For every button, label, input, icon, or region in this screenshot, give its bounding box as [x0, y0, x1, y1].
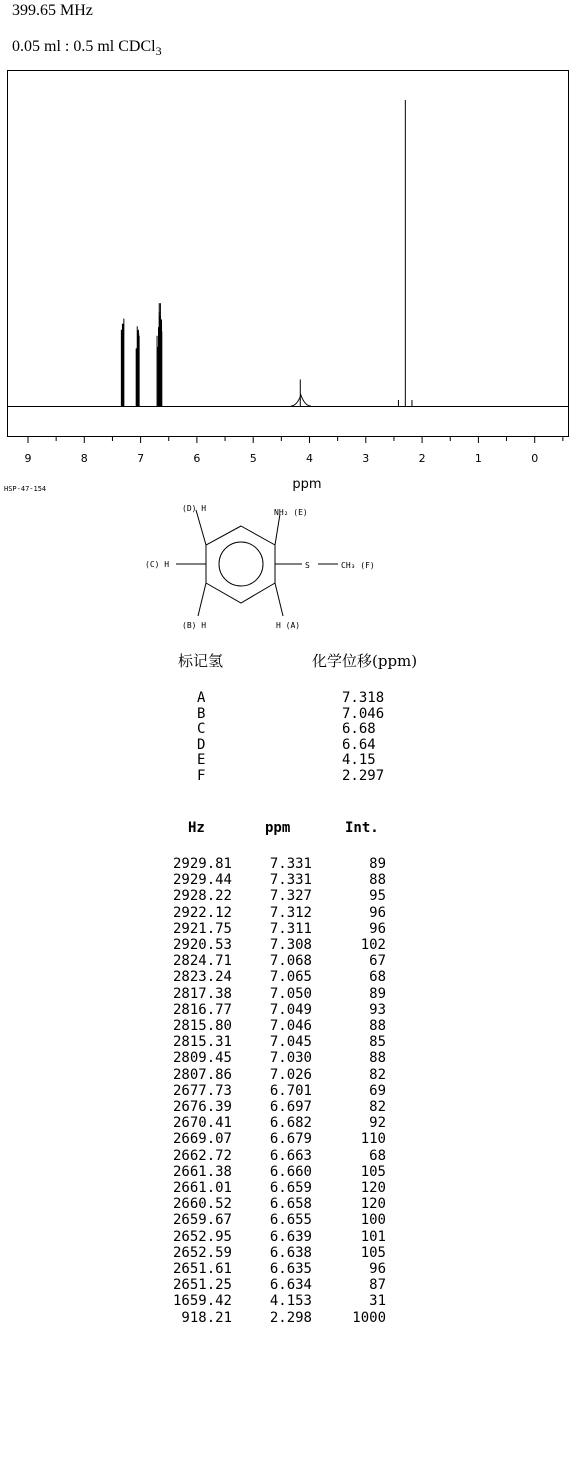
peak-header-int: Int.: [345, 820, 379, 836]
assignment-header-label: 标记氢: [178, 652, 224, 670]
peak-cell-hz: 2920.53: [172, 937, 232, 953]
peak-cell-ppm: 7.050: [269, 985, 312, 1002]
peak-cell-ppm: 6.660: [269, 1163, 312, 1180]
peak-cell-hz: 2929.81: [172, 856, 232, 872]
peak-cell-int: 92: [369, 1115, 386, 1132]
assignment-label: C: [197, 721, 206, 737]
peak-cell-ppm: 7.308: [269, 937, 312, 953]
peak-cell-ppm: 6.659: [269, 1180, 312, 1196]
peak-cell-ppm: 7.045: [269, 1034, 312, 1051]
peak-cell-hz: 2929.44: [172, 872, 232, 889]
tick-label-4: 4: [306, 452, 313, 465]
peak-cell-ppm: 6.663: [269, 1147, 312, 1164]
assignment-shift: 7.046: [342, 705, 385, 722]
peak-cell-ppm: 6.697: [269, 1099, 312, 1115]
spectrometer-frequency: 399.65 MHz: [12, 2, 93, 19]
peak-cell-int: 96: [369, 920, 386, 937]
peak-cell-ppm: 6.655: [269, 1212, 312, 1229]
peak-cell-ppm: 7.049: [269, 1001, 312, 1018]
peak-header-ppm: ppm: [265, 820, 291, 836]
peak-cell-ppm: 4.153: [269, 1293, 312, 1310]
peak-cell-int: 82: [369, 1099, 386, 1115]
peak-cell-int: 110: [360, 1131, 386, 1148]
label-b: (B) H: [182, 621, 207, 630]
assignment-shift: 7.318: [342, 690, 385, 706]
assignment-label: B: [197, 705, 206, 722]
peak-cell-ppm: 7.046: [269, 1018, 312, 1034]
sample-subscript: 3: [155, 44, 162, 59]
tick-label-2: 2: [418, 452, 426, 465]
peak-cell-ppm: 6.638: [269, 1244, 312, 1261]
peak-cell-ppm: 6.679: [269, 1131, 312, 1148]
benzene-ring: [206, 526, 275, 603]
peak-cell-ppm: 7.331: [269, 872, 312, 889]
peak-cell-int: 89: [369, 856, 386, 872]
peak-cell-int: 93: [369, 1001, 386, 1018]
peak-cell-hz: 2661.01: [172, 1180, 232, 1196]
peak-cell-ppm: 7.327: [269, 888, 312, 905]
peak-cell-ppm: 7.331: [269, 856, 312, 872]
peak-cell-ppm: 6.701: [269, 1082, 312, 1099]
peak-cell-hz: 2823.24: [172, 969, 232, 986]
peak-cell-int: 100: [360, 1212, 386, 1229]
peak-cell-hz: 2652.59: [172, 1244, 232, 1261]
peak-cell-hz: 2921.75: [172, 920, 232, 937]
peak-cell-ppm: 6.682: [269, 1115, 312, 1132]
assignment-label: E: [197, 752, 206, 768]
assignment-label: F: [197, 767, 206, 784]
peak-cell-int: 120: [360, 1196, 386, 1213]
peak-cell-hz: 2651.61: [172, 1261, 232, 1277]
peak-cell-hz: 2660.52: [172, 1196, 232, 1213]
peak-cell-int: 82: [369, 1066, 386, 1083]
peak-cell-hz: 2669.07: [172, 1131, 232, 1148]
assignment-shift: 2.297: [342, 767, 385, 784]
assignment-shift: 6.64: [342, 736, 376, 753]
aromatic-circle: [219, 542, 263, 586]
peak-cell-hz: 2824.71: [172, 953, 232, 970]
tick-label-1: 1: [474, 452, 482, 465]
peak-cell-int: 88: [369, 1050, 386, 1067]
peak-cell-ppm: 6.658: [269, 1196, 312, 1213]
peak-cell-int: 87: [369, 1277, 386, 1294]
sample-main: 0.05 ml : 0.5 ml CDCl: [12, 38, 156, 55]
bond-e: [275, 514, 280, 545]
peak-cell-hz: 2677.73: [172, 1082, 232, 1099]
chemical-structure: [176, 510, 338, 616]
peak-cell-int: 105: [360, 1244, 386, 1261]
peak-cell-hz: 2807.86: [172, 1066, 232, 1083]
peak-cell-hz: 2676.39: [172, 1099, 232, 1115]
peak-cell-int: 85: [369, 1034, 386, 1051]
tick-label-5: 5: [249, 452, 257, 465]
peak-cell-int: 68: [369, 969, 386, 986]
bond-b: [198, 583, 206, 616]
bond-a: [275, 583, 283, 616]
peak-cell-ppm: 6.635: [269, 1261, 312, 1277]
peak-cell-hz: 2817.38: [172, 985, 232, 1002]
peak-cell-int: 101: [360, 1228, 386, 1245]
peak-cell-hz: 2670.41: [172, 1115, 232, 1132]
peak-cell-int: 95: [369, 888, 386, 905]
tick-label-3: 3: [362, 452, 370, 465]
assignment-shift: 4.15: [342, 752, 376, 768]
peak-cell-ppm: 6.639: [269, 1228, 312, 1245]
label-e: NH₂ (E): [274, 508, 308, 517]
peak-cell-hz: 1659.42: [172, 1293, 232, 1310]
assignment-header-shift: 化学位移(ppm): [312, 652, 418, 670]
peak-cell-ppm: 2.298: [269, 1309, 312, 1326]
label-a: H (A): [276, 621, 301, 630]
assignment-label: A: [197, 690, 206, 706]
label-c: (C) H: [145, 560, 170, 569]
peak-cell-int: 67: [369, 953, 386, 970]
peak-cell-hz: 2662.72: [172, 1147, 232, 1164]
peak-cell-hz: 2928.22: [172, 888, 232, 905]
peak-cell-hz: 2816.77: [172, 1001, 232, 1018]
peak-cell-hz: 2659.67: [172, 1212, 232, 1229]
peak-cell-ppm: 7.312: [269, 904, 312, 921]
x-axis-label: ppm: [292, 477, 322, 492]
plot-frame: [8, 71, 569, 437]
peak-cell-int: 96: [369, 1261, 386, 1277]
peak-cell-hz: 918.21: [181, 1309, 232, 1326]
spectrum-id: HSP-47-154: [4, 485, 47, 493]
peak-cell-ppm: 7.026: [269, 1066, 312, 1083]
peak-cell-hz: 2651.25: [172, 1277, 232, 1294]
peak-cell-ppm: 6.634: [269, 1277, 312, 1294]
peak-cell-int: 88: [369, 872, 386, 889]
peak-cell-int: 102: [360, 937, 386, 953]
tick-label-0: 0: [531, 452, 539, 465]
peak-cell-int: 105: [360, 1163, 386, 1180]
peak-cell-hz: 2815.31: [172, 1034, 232, 1051]
tick-label-7: 7: [137, 452, 145, 465]
bond-d: [196, 510, 206, 545]
assignment-shift: 6.68: [342, 721, 376, 737]
peak-cell-int: 68: [369, 1147, 386, 1164]
peak-cell-hz: 2661.38: [172, 1163, 232, 1180]
peak-cell-ppm: 7.068: [269, 953, 312, 970]
peak-cell-int: 120: [360, 1180, 386, 1196]
tick-label-6: 6: [193, 452, 201, 465]
assignment-label: D: [197, 736, 206, 753]
label-d: (D) H: [182, 504, 207, 513]
peak-cell-hz: 2652.95: [172, 1228, 232, 1245]
peak-cell-int: 1000: [352, 1309, 386, 1326]
label-s: S: [305, 561, 310, 570]
peak-cell-ppm: 7.311: [269, 920, 312, 937]
peak-cell-int: 31: [369, 1293, 386, 1310]
nh2-broad-peak: [291, 395, 311, 406]
peak-cell-hz: 2922.12: [172, 904, 232, 921]
peak-cell-int: 96: [369, 904, 386, 921]
peak-cell-ppm: 7.065: [269, 969, 312, 986]
peak-cell-ppm: 7.030: [269, 1050, 312, 1067]
peak-cell-int: 88: [369, 1018, 386, 1034]
nmr-spectrum-chart: [0, 0, 570, 640]
tick-label-8: 8: [80, 452, 88, 465]
label-f: CH₃ (F): [341, 561, 375, 570]
peak-cell-hz: 2815.80: [172, 1018, 232, 1034]
peak-header-hz: Hz: [188, 820, 205, 836]
tick-label-9: 9: [24, 452, 32, 465]
peak-cell-hz: 2809.45: [172, 1050, 232, 1067]
peak-cell-int: 89: [369, 985, 386, 1002]
peak-cell-int: 69: [369, 1082, 386, 1099]
